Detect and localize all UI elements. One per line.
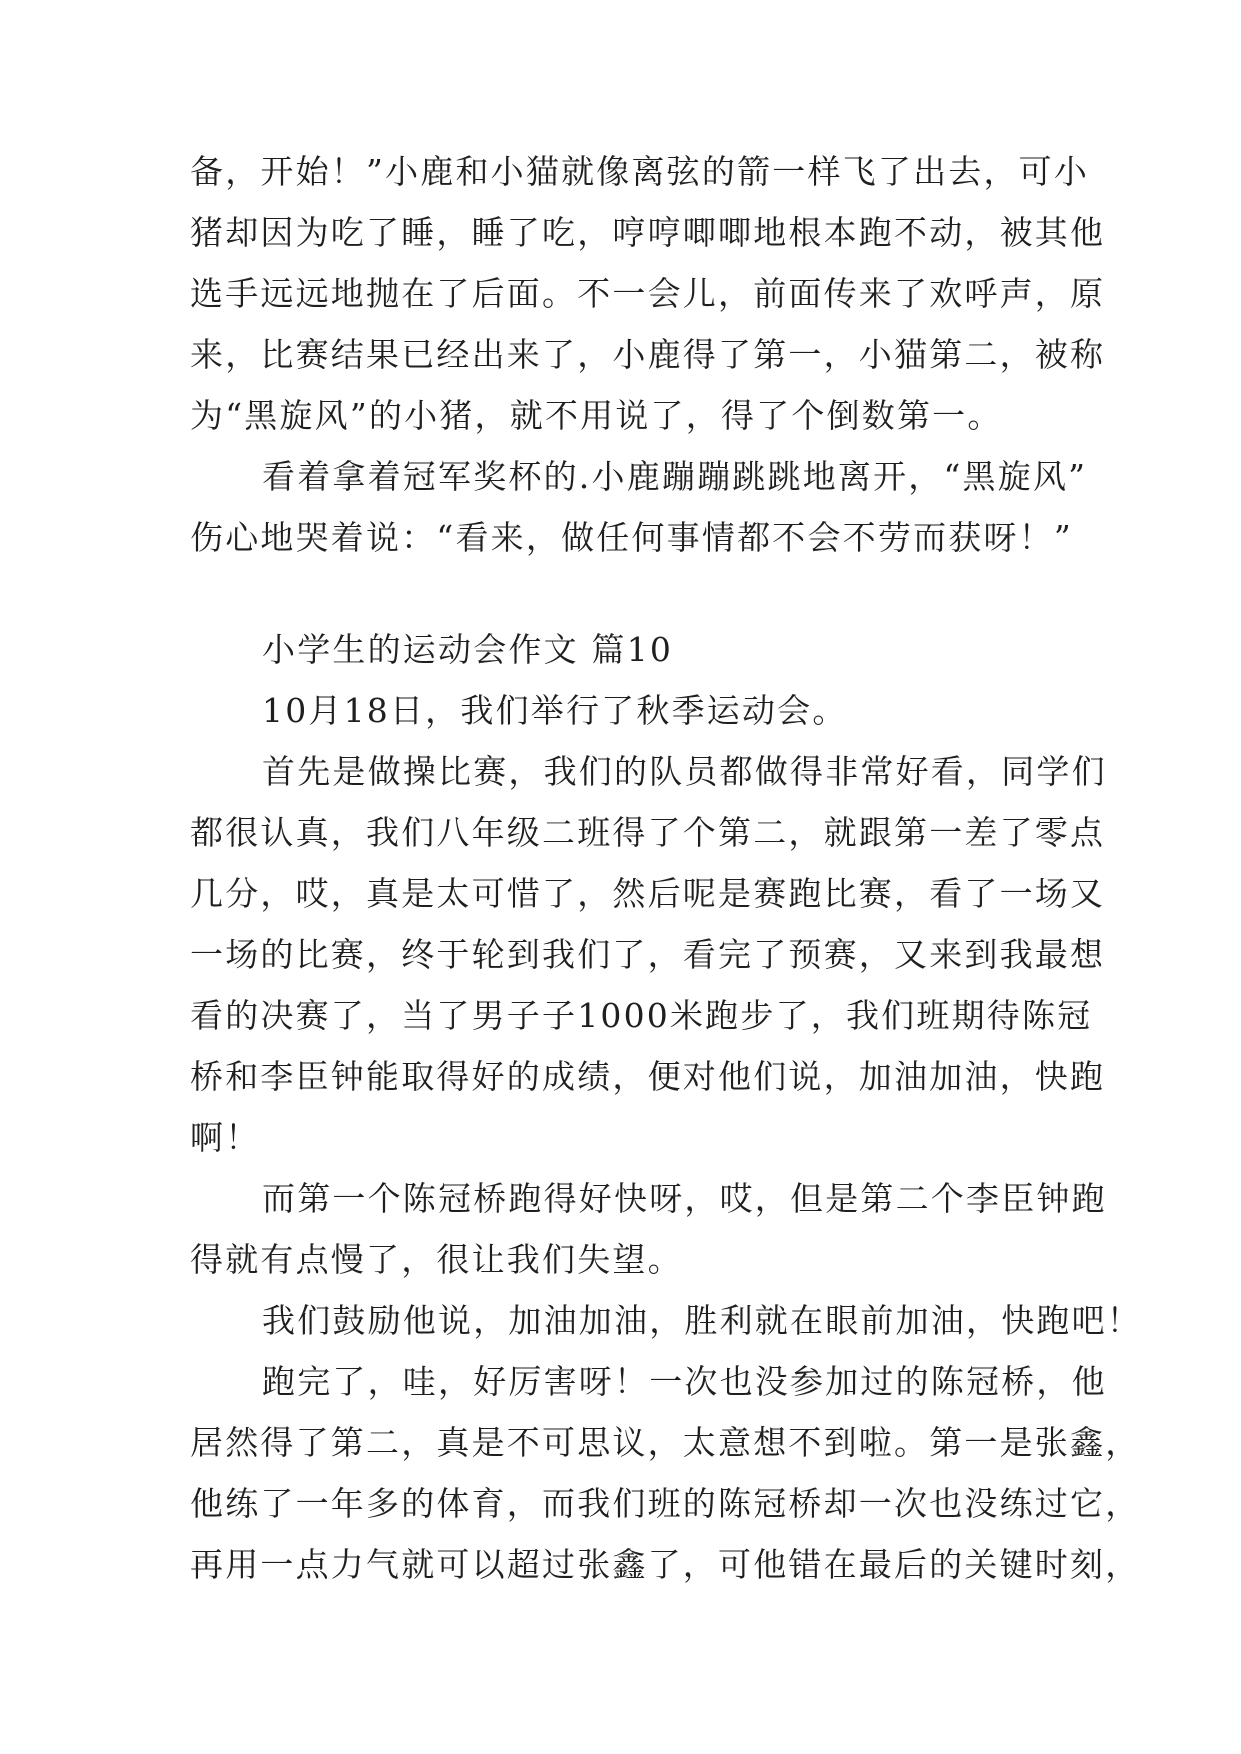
paragraph-line: 得就有点慢了，很让我们失望。: [190, 1240, 683, 1279]
paragraph-line: 再用一点力气就可以超过张鑫了，可他错在最后的关键时刻，: [190, 1545, 1141, 1584]
paragraph-line: 看着拿着冠军奖杯的.小鹿蹦蹦跳跳地离开，“黑旋风”: [262, 457, 1088, 496]
paragraph-line: 备，开始！”小鹿和小猫就像离弦的箭一样飞了出去，可小: [190, 152, 1090, 191]
paragraph-line: 看的决赛了，当了男子子1000米跑步了，我们班期待陈冠: [190, 996, 1093, 1035]
paragraph-line: 啊！: [190, 1118, 261, 1157]
paragraph-line: 猪却因为吃了睡，睡了吃，哼哼唧唧地根本跑不动，被其他: [190, 213, 1106, 252]
paragraph-line: 我们鼓励他说，加油加油，胜利就在眼前加油，快跑吧！: [262, 1301, 1142, 1340]
paragraph-line: 10月18日，我们举行了秋季运动会。: [262, 691, 848, 730]
paragraph-line: 为“黑旋风”的小猪，就不用说了，得了个倒数第一。: [190, 396, 1003, 435]
paragraph-line: 而第一个陈冠桥跑得好快呀，哎，但是第二个李臣钟跑: [262, 1179, 1107, 1218]
paragraph-line: 选手远远地抛在了后面。不一会儿，前面传来了欢呼声，原: [190, 274, 1106, 313]
paragraph-line: 伤心地哭着说：“看来，做任何事情都不会不劳而获呀！”: [190, 518, 1073, 557]
section-heading: 小学生的运动会作文 篇10: [262, 630, 674, 669]
paragraph-line: 来，比赛结果已经出来了，小鹿得了第一，小猫第二，被称: [190, 335, 1106, 374]
paragraph-line: 几分，哎，真是太可惜了，然后呢是赛跑比赛，看了一场又: [190, 874, 1106, 913]
paragraph-line: 跑完了，哇，好厉害呀！一次也没参加过的陈冠桥，他: [262, 1362, 1107, 1401]
paragraph-line: 首先是做操比赛，我们的队员都做得非常好看，同学们: [262, 752, 1107, 791]
paragraph-line: 他练了一年多的体育，而我们班的陈冠桥却一次也没练过它，: [190, 1484, 1141, 1523]
paragraph-line: 桥和李臣钟能取得好的成绩，便对他们说，加油加油，快跑: [190, 1057, 1106, 1096]
paragraph-line: 一场的比赛，终于轮到我们了，看完了预赛，又来到我最想: [190, 935, 1106, 974]
paragraph-line: 居然得了第二，真是不可思议，太意想不到啦。第一是张鑫，: [190, 1423, 1141, 1462]
paragraph-line: 都很认真，我们八年级二班得了个第二，就跟第一差了零点: [190, 813, 1106, 852]
